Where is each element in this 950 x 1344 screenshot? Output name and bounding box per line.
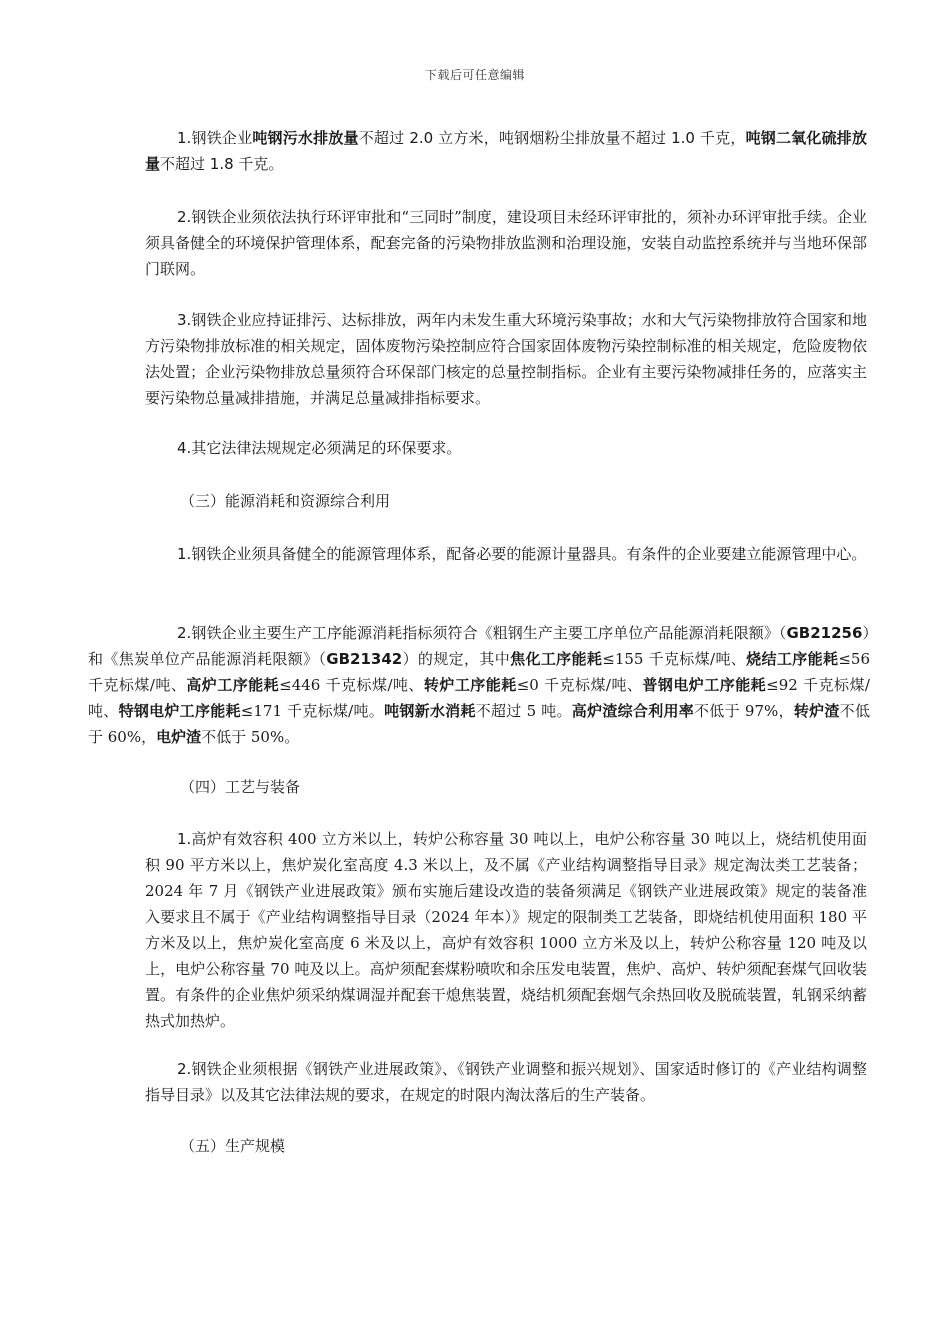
value: 2.0 — [409, 129, 434, 147]
bold-term: 高炉工序能耗 — [186, 676, 280, 694]
text-run: ≤446 千克标煤/吨、 — [279, 676, 424, 694]
item-number: 2. — [177, 624, 192, 642]
text-run: ≤155 千克标煤/吨、 — [602, 650, 747, 668]
bold-term: 转炉工序能耗 — [423, 676, 517, 694]
paragraph-other-requirements — [145, 435, 867, 461]
text-run: 不超过 — [358, 129, 410, 147]
bold-term: 吨钢污水排放量 — [252, 129, 359, 147]
paragraph-text: 钢铁企业须根据《钢铁产业进展政策》、《钢铁产业调整和振兴规划》、国家适时修订的《产业结构调整指导目录》以及其它法律法规的要求，在规定的时限内淘汰落后的生产装备。 — [145, 1060, 867, 1104]
text-run: ≤92 千克标煤/吨、 — [88, 676, 870, 720]
text-run: ≤56 千克标煤/吨、 — [88, 650, 870, 694]
text-run: 千克。 — [233, 155, 284, 173]
item-number: 1. — [177, 830, 192, 848]
bold-term: 吨钢二氧化硫排放量 — [145, 129, 867, 173]
item-number: 2. — [177, 208, 192, 226]
item-number: 4. — [177, 439, 192, 457]
paragraph-text: 钢铁企业须具备健全的能源管理体系，配备必要的能源计量器具。有条件的企业要建立能源管理中心。 — [191, 545, 867, 563]
text-run: ）和《焦炭单位产品能源消耗限额》（ — [88, 624, 870, 668]
text-run: 不低于 97%， — [694, 702, 794, 720]
standard-code: GB21342 — [326, 650, 403, 668]
text-run: ≤171 千克标煤/吨。 — [240, 702, 385, 720]
bold-term: 焦化工序能耗 — [510, 650, 603, 668]
bold-term: 高炉渣综合利用率 — [571, 702, 695, 720]
paragraph-equipment-capacity — [145, 826, 867, 1034]
standard-code: GB21256 — [786, 624, 863, 642]
paragraph-text: 钢铁企业应持证排污、达标排放，两年内未发生重大环境污染事故；水和大气污染物排放符合国家和地方污染物排放标准的相关规定，固体废物污染控制应符合国家固体废物污染控制标准的相关规定，危险废物依法处置；企业污染物排放总量须符合环保部门核定的总量控制指标。企业有主要污染物减排任务的，应落实主要污染物总量减排措施，并满足总量减排指标要求。 — [145, 311, 867, 407]
bold-term: 特钢电炉工序能耗 — [118, 702, 241, 720]
value: 1.8 — [209, 155, 234, 173]
paragraph-text: 钢铁企业须依法执行环评审批和“三同时”制度，建设项目未经环评审批的，须补办环评审批手续。企业须具备健全的环境保护管理体系，配套完备的污染物排放监测和治理设施，安装自动监控系统并与当地环保部门联网。 — [145, 208, 867, 278]
paragraph-text: 其它法律法规规定必须满足的环保要求。 — [191, 439, 462, 457]
paragraph-emission-limits — [145, 125, 867, 177]
section-heading-production-scale: （五）生产规模 — [180, 1137, 286, 1155]
bold-term: 电炉渣 — [156, 728, 202, 746]
text-run: 千克， — [694, 129, 746, 147]
item-number: 1. — [177, 129, 192, 147]
value: 1.0 — [671, 129, 695, 147]
bold-term: 烧结工序能耗 — [746, 650, 839, 668]
paragraph-energy-consumption-limits — [88, 620, 870, 750]
paragraph-eliminate-outdated — [145, 1056, 867, 1108]
paragraph-permit-discharge — [145, 307, 867, 411]
text-run: 立方米，吨钢烟粉尘排放量不超过 — [433, 129, 672, 147]
item-number: 1. — [177, 545, 192, 563]
item-number: 3. — [177, 311, 192, 329]
bold-term: 普钢电炉工序能耗 — [642, 676, 767, 694]
item-number: 2. — [177, 1060, 192, 1078]
bold-term: 转炉渣 — [793, 702, 840, 720]
text-run: ）的规定，其中 — [402, 650, 511, 668]
page-header: 下载后可任意编辑 — [424, 68, 525, 82]
text-run: 钢铁企业主要生产工序能源消耗指标须符合《粗钢生产主要工序单位产品能源消耗限额》（ — [191, 624, 787, 642]
paragraph-eia-approval — [145, 204, 867, 282]
text-run: 不低于 50%。 — [201, 728, 300, 746]
paragraph-energy-management — [145, 541, 867, 567]
bold-term: 吨钢新水消耗 — [384, 702, 476, 720]
text-run: 不低于 60%， — [88, 702, 870, 746]
paragraph-text: 高炉有效容积 400 立方米以上，转炉公称容量 30 吨以上，电炉公称容量 30 吨以上，烧结机使用面积 90 平方米以上，焦炉炭化室高度 4.3 米以上，及不属《产业结构调整指导目录》规定淘汰类工艺装备；2024 年 7 月《钢铁产业进展政策》颁布实施后建设改造的装备须满足《钢铁产业进展政策》规定的装备准入要求且不属于《产业结构调整指导目录（2024 年本）》规定的限制类工艺装备，即烧结机使用面积 180 平方米及以上，焦炉炭化室高度 6 米及以上，高炉有效容积 1000 立方米及以上，转炉公称容量 120 吨及以上，电炉公称容量 70 吨及以上。高炉须配套煤粉喷吹和余压发电装置，焦炉、高炉、转炉须配套煤气回收装置。有条件的企业焦炉须采纳煤调湿并配套干熄焦装置，烧结机须配套烟气余热回收及脱硫装置，轧钢采纳蓄热式加热炉。 — [145, 830, 867, 1030]
section-heading-energy: （三）能源消耗和资源综合利用 — [180, 492, 391, 510]
text-run: 钢铁企业 — [191, 129, 253, 147]
text-run: 不超过 — [160, 155, 210, 173]
text-run: 不超过 5 吨。 — [475, 702, 572, 720]
text-run: ≤0 千克标煤/吨、 — [516, 676, 643, 694]
section-heading-process-equipment: （四）工艺与装备 — [180, 778, 301, 796]
